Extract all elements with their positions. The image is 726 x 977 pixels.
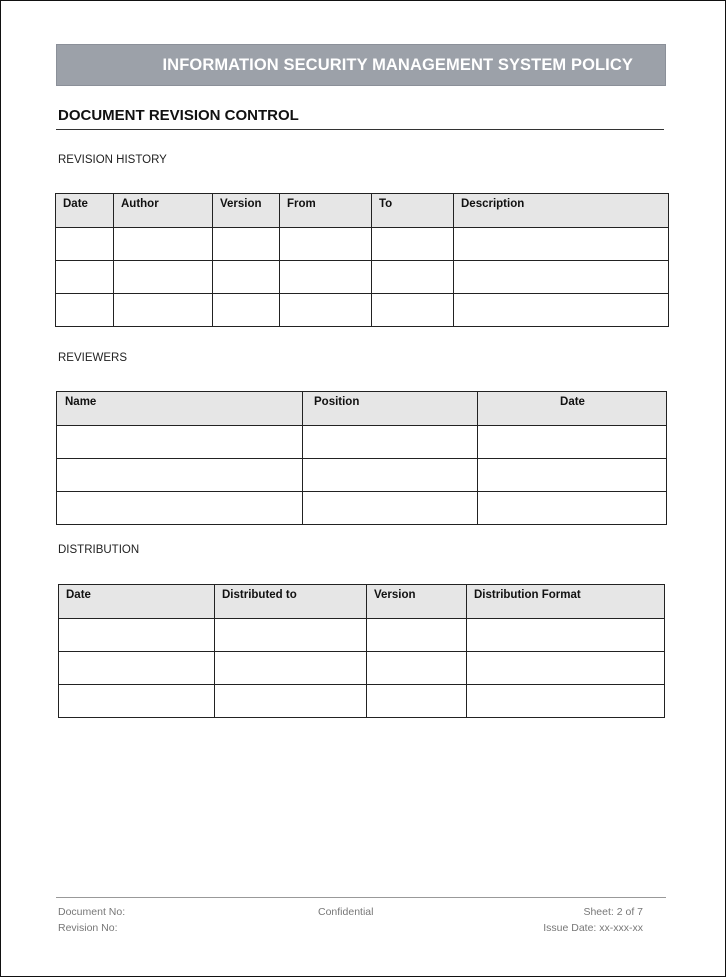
table-row	[57, 459, 667, 492]
table-header-row	[59, 585, 665, 619]
table-row	[57, 426, 667, 459]
confidentiality-label: Confidential	[318, 906, 374, 918]
column-header-date: Date	[478, 392, 667, 426]
table-cell[interactable]	[59, 652, 215, 685]
table-cell[interactable]	[367, 685, 467, 718]
title-divider	[56, 129, 664, 130]
distribution-table	[58, 584, 665, 718]
table-cell[interactable]	[467, 652, 665, 685]
column-header-to: To	[372, 194, 454, 228]
reviewers-label: REVIEWERS	[58, 352, 128, 364]
revision-number-label: Revision No:	[58, 922, 118, 934]
table-cell[interactable]	[454, 261, 669, 294]
reviewers-table	[56, 391, 667, 525]
table-row	[59, 652, 665, 685]
column-header-from: From	[280, 194, 372, 228]
table-cell[interactable]	[213, 228, 280, 261]
table-cell[interactable]	[57, 492, 303, 525]
column-header-version: Version	[213, 194, 280, 228]
table-row	[56, 228, 669, 261]
table-cell[interactable]	[367, 619, 467, 652]
column-header-distributed-to: Distributed to	[215, 585, 367, 619]
footer-divider	[56, 897, 666, 898]
table-cell[interactable]	[303, 426, 478, 459]
section-title: DOCUMENT REVISION CONTROL	[58, 107, 299, 124]
table-cell[interactable]	[372, 228, 454, 261]
column-header-distribution-format: Distribution Format	[467, 585, 665, 619]
table-cell[interactable]	[215, 619, 367, 652]
table-cell[interactable]	[303, 492, 478, 525]
table-cell[interactable]	[215, 685, 367, 718]
column-header-author: Author	[114, 194, 213, 228]
table-cell[interactable]	[57, 459, 303, 492]
table-cell[interactable]	[213, 294, 280, 327]
distribution-label: DISTRIBUTION	[58, 544, 140, 556]
table-cell[interactable]	[280, 261, 372, 294]
issue-date: Issue Date: xx-xxx-xx	[543, 922, 643, 934]
table-row	[56, 294, 669, 327]
table-header-row	[57, 392, 667, 426]
revision-history-label: REVISION HISTORY	[58, 154, 167, 166]
table-cell[interactable]	[56, 294, 114, 327]
table-cell[interactable]	[372, 294, 454, 327]
revision-history-table	[55, 193, 669, 327]
table-cell[interactable]	[56, 261, 114, 294]
table-cell[interactable]	[280, 228, 372, 261]
table-cell[interactable]	[372, 261, 454, 294]
column-header-position: Position	[303, 392, 478, 426]
table-cell[interactable]	[467, 685, 665, 718]
banner-title: INFORMATION SECURITY MANAGEMENT SYSTEM POLICY	[162, 55, 633, 74]
sheet-number: Sheet: 2 of 7	[583, 906, 643, 918]
table-cell[interactable]	[114, 261, 213, 294]
table-cell[interactable]	[57, 426, 303, 459]
column-header-version: Version	[367, 585, 467, 619]
table-cell[interactable]	[303, 459, 478, 492]
table-header-row	[56, 194, 669, 228]
table-cell[interactable]	[367, 652, 467, 685]
table-cell[interactable]	[59, 619, 215, 652]
column-header-name: Name	[57, 392, 303, 426]
column-header-description: Description	[454, 194, 669, 228]
table-cell[interactable]	[59, 685, 215, 718]
column-header-date: Date	[56, 194, 114, 228]
title-banner	[56, 44, 666, 86]
table-cell[interactable]	[478, 459, 667, 492]
table-cell[interactable]	[478, 492, 667, 525]
column-header-date: Date	[59, 585, 215, 619]
table-cell[interactable]	[454, 228, 669, 261]
table-row	[56, 261, 669, 294]
table-cell[interactable]	[114, 294, 213, 327]
table-cell[interactable]	[56, 228, 114, 261]
table-row	[57, 492, 667, 525]
table-cell[interactable]	[478, 426, 667, 459]
document-number-label: Document No:	[58, 906, 126, 918]
table-row	[59, 619, 665, 652]
table-cell[interactable]	[114, 228, 213, 261]
table-cell[interactable]	[215, 652, 367, 685]
table-cell[interactable]	[467, 619, 665, 652]
table-cell[interactable]	[280, 294, 372, 327]
table-row	[59, 685, 665, 718]
table-cell[interactable]	[454, 294, 669, 327]
table-cell[interactable]	[213, 261, 280, 294]
